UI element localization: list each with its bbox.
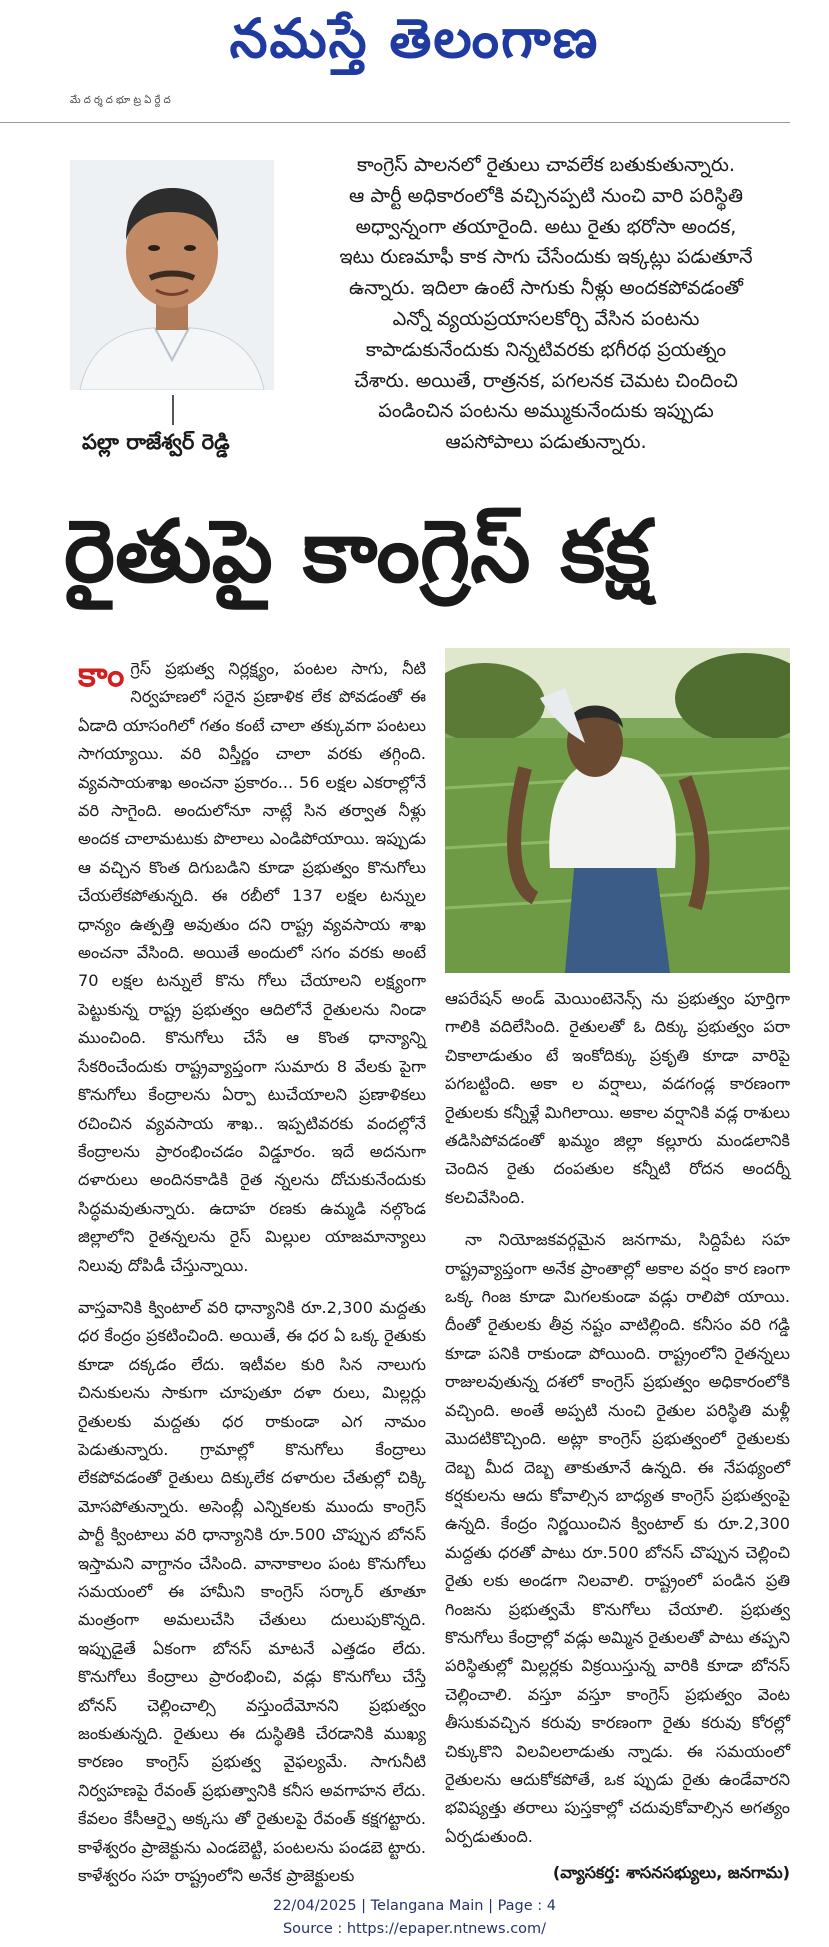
paragraph-text: గ్రెస్ ప్రభుత్వ నిర్లక్ష్యం, పంటల సాగు, నీటి నిర్వహణలో సరైన ప్రణాళిక లేక పోవడంతో ఈ ఏడాది యాసంగిలో గతం కంటే చాలా తక్కువగా పంటలు సాగయ్యాయి. వరి విస్తీర్ణం చాలా వరకు తగ్గింది. వ్యవసాయశాఖ అంచనా ప్రకారం... 56 లక్షల ఎకరాల్లోనే వరి సాగైంది. అందులోనూ నాట్లే సిన తర్వాత నీళ్లు అందక చాలామటుకు పొలాలు ఎండిపోయాయి. ఇప్పుడు ఆ వచ్చిన కొంత దిగుబడిని కూడా ప్రభుత్వం కొనుగోలు చేయలేకపోతున్నది. ఈ రబీలో 137 లక్షల టన్నుల ధాన్యం ఉత్పత్తి అవుతుం దని రాష్ట్ర వ్యవసాయ శాఖ అంచనా వేసింది. అయితే అందులో సగం వరకు అంటే 70 లక్షల టన్నులే కొను గోలు చేయాలని లక్ష్యంగా పెట్టుకున్న రాష్ట్ర ప్రభుత్వం ఆదిలోనే రైతులను నిండా ముంచింది. కొనుగోలు చేసే ఆ కొంత ధాన్యాన్ని సేకరించేందుకు రాష్ట్రవ్యాప్తంగా సుమారు 8 వేలకు పైగా కొనుగోలు కేంద్రాలను ఏర్పా టుచేయాలని ప్రణాళికలు రచించిన వ్యవసాయ శాఖ.. ఇప్పటివరకు వందల్లోనే కేంద్రాలను ప్రారంభించడం విడ్డూరం. ఇదే అదనుగా దళారులు అందినకాడికి రైత న్నలను దోచుకునేందుకు సిద్ధమవుతున్నారు. ఉదాహ రణకు ఉమ్మడి నల్గొండ జిల్లాలోని రైతన్నలను రైస్ మిల్లుల యాజమాన్యాలు నిలువు దోపిడీ చేస్తున్నాయి. — [78, 659, 426, 1275]
intro-line: ఆపసోపాలు పడుతున్నారు. — [445, 430, 647, 454]
article-paragraph — [78, 655, 426, 1280]
intro-line: ఆ పార్టీ అధికారంలోకి వచ్చినప్పటి నుంచి వారి పరిస్థితి — [349, 183, 743, 207]
intro-line: ఉన్నారు. ఇదిలా ఉంటే సాగుకు నీళ్లు అందకపోవడంతో — [348, 276, 744, 300]
article-paragraph: ఆపరేషన్ అండ్ మెయింటెనెన్స్ ను ప్రభుత్వం పూర్తిగా గాలికి వదిలేసింది. రైతులతో ఓ దిక్కు ప్రభుత్వం పరా చికాలాడుతుం టే ఇంకోదిక్కు ప్రకృతి కూడా వారిపై పగబట్టింది. అకా ల వర్షాలు, వడగండ్ల కారణంగా రైతులకు కన్నీళ్లే మిగిలాయి. అకాల వర్షానికి వడ్ల రాశులు తడిసిపోవడంతో ఖమ్మం జిల్లా కల్లూరు మండలానికి చెందిన రైతు దంపతుల కన్నీటి రోదన అందర్నీ కలచివేసింది. — [445, 989, 790, 1207]
headline: రైతుపై కాంగ్రెస్ కక్ష — [64, 502, 651, 602]
intro-line: కాంగ్రెస్ పాలనలో రైతులు చావలేక బతుకుతున్నారు. — [356, 153, 736, 176]
author-signoff: (వ్యాసకర్త: శాసనసభ్యులు, జనగామ) — [552, 1863, 790, 1883]
author-connector-line — [172, 395, 174, 425]
author-name: పల్లా రాజేశ్వర్ రెడ్డి — [82, 430, 230, 454]
top-divider — [0, 122, 790, 123]
article-column-left — [78, 655, 426, 1904]
intro-line: కాపాడుకునేందుకు నిన్నటివరకు భగీరథ ప్రయత్నం — [365, 337, 727, 361]
article-paragraph: వాస్తవానికి క్వింటాల్ వరి ధాన్యానికి రూ.2,300 మద్దతు ధర కేంద్రం ప్రకటించింది. అయితే, ఈ ధర ఏ ఒక్క రైతుకు కూడా దక్కడం లేదు. ఇటీవల కురి సిన నాలుగు చినుకులను సాకుగా చూపుతూ దళా రులు, మిల్లర్లు రైతులకు మద్దతు ధర రాకుండా ఎగ నామం పెడుతున్నారు. గ్రామాల్లో కొనుగోలు కేంద్రాలు లేకపోవడంతో రైతులు దిక్కులేక దళారుల చేతుల్లో చిక్కి మోసపోతున్నారు. అసెంబ్లీ ఎన్నికలకు ముందు కాంగ్రెస్ పార్టీ క్వింటాలు వరి ధాన్యానికి రూ.500 చొప్పున బోనస్ ఇస్తామని వాగ్దానం చేసింది. వానాకాలం పంట కొనుగోలు సమయంలో ఈ హామీని కాంగ్రెస్ సర్కార్ తూతూ మంత్రంగా అమలుచేసి చేతులు దులుపుకొన్నది. ఇప్పుడైతే ఏకంగా బోనస్ మాటనే ఎత్తడం లేదు. కొనుగోలు కేంద్రాలు ప్రారంభించి, వడ్లు కొనుగోలు చేస్తే బోనస్ చెల్లించాల్సి వస్తుందేమోనని ప్రభుత్వం జంకుతున్నది. రైతులు ఈ దుస్థితికి చేరడానికి ముఖ్య కారణం కాంగ్రెస్ ప్రభుత్వ వైఫల్యమే. సాగునీటి నిర్వహణపై రేవంత్ ప్రభుత్వానికి కనీస అవగాహన లేదు. కేవలం కేసీఆర్పై అక్కసు తో రైతులపై రేవంత్ కక్షగట్టారు. కాళేశ్వరం ప్రాజెక్టును ఎండబెట్టి, పంటలను పండబె ట్టారు. కాళేశ్వరం సహ రాష్ట్రంలోని అనేక ప్రాజెక్టులకు — [78, 1297, 426, 1886]
masthead-subline: మే ద ర్శ ద భూ ట్ర ఏ ర్దే ద — [70, 95, 171, 106]
intro-line: ఇటు రుణమాఫీ కాక సాగు చేసేందుకు ఇక్కట్లు పడుతూనే — [339, 245, 753, 269]
intro-blurb — [296, 150, 796, 458]
masthead — [0, 0, 829, 80]
author-photo — [70, 160, 274, 390]
page-footer — [0, 1895, 829, 1941]
article-paragraph: నా నియోజకవర్గమైన జనగామ, సిద్దిపేట సహ రాష్ట్రవ్యాప్తంగా అనేక ప్రాంతాల్లో అకాల వర్షం కార ణంగా ఒక్క గింజ కూడా మిగలకుండా వడ్లు రాలిపో యాయి. దీంతో రైతులకు తీవ్ర నష్టం వాటిల్లింది. కనీసం వరి గడ్డి కూడా పనికి రాకుండా పోయింది. రాష్ట్రంలోని రైతన్నలు రాజులవుతున్న దశలో కాంగ్రెస్ ప్రభుత్వం అధికారంలోకి వచ్చింది. అంతే అప్పటి నుంచి రైతుల పరిస్థితి మళ్లీ మొదటికొచ్చింది. అట్లా కాంగ్రెస్ ప్రభుత్వంలో రైతులకు దెబ్బ మీద దెబ్బ తాకుతూనే ఉన్నది. ఈ నేపథ్యంలో కర్షకులను ఆదు కోవాల్సిన బాధ్యత కాంగ్రెస్ ప్రభుత్వంపై ఉన్నది. కేంద్రం నిర్ణయించిన క్వింటాల్ కు రూ.2,300 మద్దతు ధరతో పాటు రూ.500 బోనస్ చొప్పున చెల్లించి రైతు లకు అండగా నిలవాలి. రాష్ట్రంలో పండిన ప్రతి గింజను ప్రభుత్వమే కొనుగోలు చేయాలి. ప్రభుత్వ కొనుగోలు కేంద్రాల్లో వడ్లు అమ్మిన రైతులతో పాటు తప్పని పరిస్థితుల్లో మిల్లర్లకు విక్రయిస్తున్న వారికి కూడా బోనస్ చెల్లించాలి. వస్తూ వస్తూ కాంగ్రెస్ ప్రభుత్వం వెంట తీసుకువచ్చిన కరువు కారణంగా రైతు కరువు కోరల్లో చిక్కుకొని విలవిలలాడుతు న్నాడు. ఈ సమయంలో రైతులను ఆదుకోకపోతే, ఒక ప్పుడు రైతు ఉండేవారని భవిష్యత్తు తరాలు పుస్తకాల్లో చదువుకోవాల్సిన అగత్యం ఏర్పడుతుంది. — [445, 1230, 790, 1846]
intro-line: పండించిన పంటను అమ్ముకునేందుకు ఇప్పుడు — [378, 399, 714, 423]
intro-line: అధ్వాన్నంగా తయారైంది. అటు రైతు భరోసా అందక, — [355, 214, 737, 238]
dropcap: కాం — [78, 655, 125, 695]
footer-source: Source : https://epaper.ntnews.com/ — [282, 1921, 547, 1937]
intro-line: ఎన్నో వ్యయప్రయాసలకోర్చి వేసిన పంటను — [392, 306, 700, 330]
farmer-photo — [445, 648, 790, 973]
intro-line: చేశారు. అయితే, రాత్రనక, పగలనక చెమట చిందించి — [354, 368, 738, 392]
footer-date-edition: 22/04/2025 | Telangana Main | Page : 4 — [272, 1898, 557, 1914]
masthead-title: నమస్తే తెలంగాణ — [229, 6, 600, 70]
article-column-right — [445, 985, 790, 1888]
